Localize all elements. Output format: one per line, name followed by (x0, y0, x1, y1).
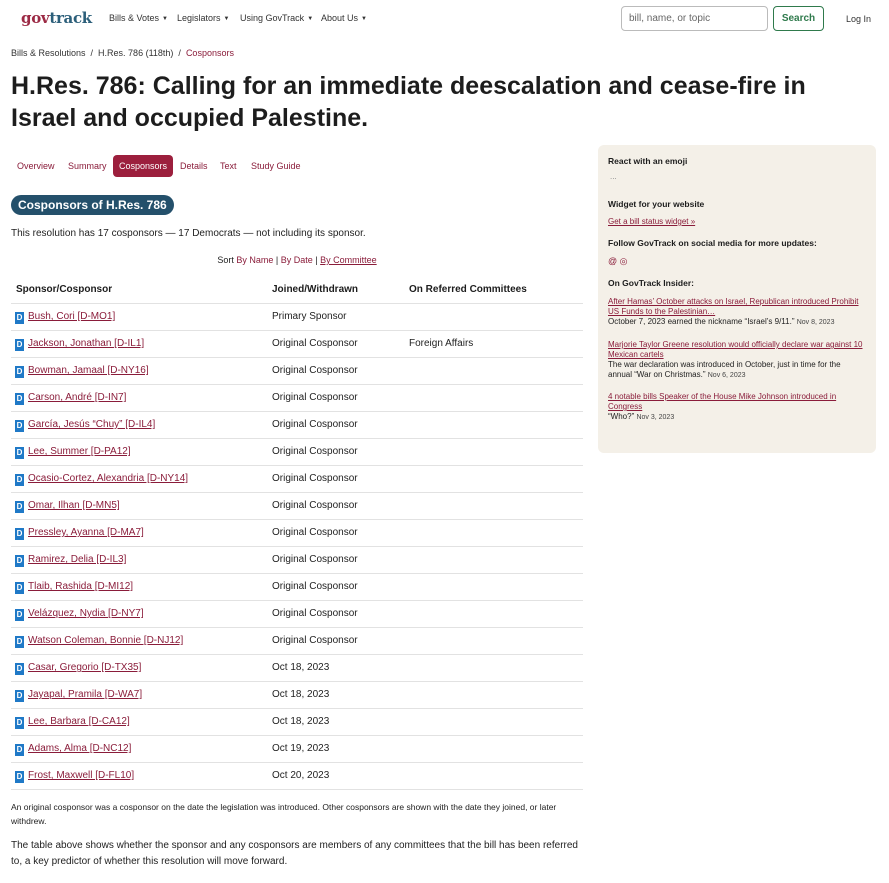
table-row (11, 627, 583, 654)
nav-label: Legislators (177, 13, 221, 23)
social-heading: Follow GovTrack on social media for more updates: (608, 238, 817, 248)
search-input[interactable] (621, 6, 768, 31)
nav-label: Using GovTrack (240, 13, 305, 23)
tab-overview[interactable]: Overview (17, 161, 55, 171)
table-bottom-border (11, 789, 583, 790)
legislator-link[interactable]: Jayapal, Pramila [D-WA7] (28, 689, 143, 700)
joined-status: Oct 20, 2023 (272, 770, 330, 781)
article-desc: The war declaration was introduced in October, just in time for the annual “War on Christmas.” (608, 360, 841, 379)
joined-status: Oct 19, 2023 (272, 743, 330, 754)
tab-details[interactable]: Details (180, 161, 208, 171)
legislator-link[interactable]: Frost, Maxwell [D-FL10] (28, 770, 135, 781)
article-desc: “Who?” (608, 412, 635, 421)
nav-about-us[interactable] (321, 13, 367, 23)
widget-link[interactable]: Get a bill status widget » (608, 217, 696, 226)
legislator-link[interactable]: Lee, Summer [D-PA12] (28, 446, 131, 457)
table-row (11, 303, 583, 330)
article-title[interactable]: After Hamas’ October attacks on Israel, Republican introduced Prohibit US Funds to the Palestinian… (608, 297, 859, 316)
table-row (11, 735, 583, 762)
party-badge: D (16, 556, 23, 565)
logo-gov-text: gov (21, 9, 50, 27)
party-badge: D (16, 421, 23, 430)
legislator-link[interactable]: Jackson, Jonathan [D-IL1] (28, 338, 145, 349)
joined-status: Original Cosponsor (272, 338, 358, 349)
sort-separator: | (275, 255, 279, 265)
sort-by-name[interactable]: By Name (236, 255, 274, 265)
joined-status: Primary Sponsor (272, 311, 347, 322)
table-row (11, 411, 583, 438)
party-badge: D (16, 583, 23, 592)
joined-status: Original Cosponsor (272, 392, 358, 403)
article-title[interactable]: Marjorie Taylor Greene resolution would officially declare war against 10 Mexican cartels (608, 340, 863, 359)
sort-by-committee[interactable]: By Committee (320, 255, 377, 265)
insider-heading: On GovTrack Insider: (608, 278, 694, 288)
tab-text[interactable]: Text (220, 161, 237, 171)
table-row (11, 330, 583, 357)
party-badge: D (16, 448, 23, 457)
legislator-link[interactable]: Bush, Cori [D-MO1] (28, 311, 116, 322)
chevron-down-icon: ▼ (307, 16, 314, 22)
sort-separator: | (315, 255, 318, 265)
legislator-link[interactable]: Carson, André [D-IN7] (28, 392, 127, 403)
referred-committee: Foreign Affairs (409, 338, 474, 349)
party-badge: D (16, 745, 23, 754)
joined-status: Original Cosponsor (272, 527, 358, 538)
tab-study-guide[interactable]: Study Guide (251, 161, 301, 171)
article-title[interactable]: 4 notable bills Speaker of the House Mike Johnson introduced in Congress (608, 392, 837, 411)
party-badge: D (16, 502, 23, 511)
table-row (11, 573, 583, 600)
joined-status: Original Cosponsor (272, 608, 358, 619)
joined-status: Original Cosponsor (272, 365, 358, 376)
cosponsor-summary: This resolution has 17 cosponsors — 17 Democrats — not including its sponsor. (11, 228, 366, 239)
article-desc: October 7, 2023 earned the nickname “Israel’s 9/11.” (608, 317, 795, 326)
legislator-link[interactable]: Ocasio-Cortez, Alexandria [D-NY14] (28, 473, 189, 484)
joined-status: Original Cosponsor (272, 635, 358, 646)
table-row (11, 519, 583, 546)
party-badge: D (16, 691, 23, 700)
table-row (11, 465, 583, 492)
party-badge: D (16, 718, 23, 727)
party-badge: D (16, 772, 23, 781)
joined-status: Original Cosponsor (272, 473, 358, 484)
tab-summary[interactable]: Summary (68, 161, 107, 171)
nav-using-govtrack[interactable] (240, 13, 313, 23)
insider-article (608, 340, 866, 381)
legislator-link[interactable]: Omar, Ilhan [D-MN5] (28, 500, 120, 511)
sort-by-date[interactable]: By Date (280, 255, 313, 265)
joined-status: Original Cosponsor (272, 419, 358, 430)
legislator-link[interactable]: Adams, Alma [D-NC12] (28, 743, 132, 754)
emoji-heading: React with an emoji (608, 156, 688, 166)
login-link[interactable]: Log In (846, 14, 872, 24)
footnote-original-cosponsor: An original cosponsor was a cosponsor on the date the legislation was introduced. Other cosponsors are shown with the date they joined, or later withdrew. (11, 802, 557, 826)
search-button[interactable]: Search (773, 6, 824, 31)
legislator-link[interactable]: Tlaib, Rashida [D-MI12] (28, 581, 134, 592)
sort-controls (0, 255, 594, 265)
logo-track-text: track (49, 9, 92, 27)
party-badge: D (16, 529, 23, 538)
emoji-reactions[interactable]: ... (610, 172, 617, 181)
table-row (11, 600, 583, 627)
breadcrumb (11, 48, 234, 58)
legislator-link[interactable]: Pressley, Ayanna [D-MA7] (28, 527, 144, 538)
table-row (11, 708, 583, 735)
breadcrumb-bill[interactable]: H.Res. 786 (118th) (98, 48, 174, 58)
nav-bills-votes[interactable] (109, 13, 168, 23)
top-navbar (0, 0, 889, 38)
sort-prefix: Sort (217, 255, 234, 265)
page-title: H.Res. 786: Calling for an immediate deescalation and cease-fire in Israel and occupied Palestine. (11, 72, 806, 132)
table-row (11, 492, 583, 519)
party-badge: D (16, 394, 23, 403)
table-row (11, 438, 583, 465)
article-date: Nov 6, 2023 (707, 372, 746, 379)
party-badge: D (16, 475, 23, 484)
widget-heading: Widget for your website (608, 199, 705, 209)
table-row (11, 546, 583, 573)
nav-label: Bills & Votes (109, 13, 160, 23)
article-date: Nov 3, 2023 (636, 414, 675, 421)
table-row (11, 681, 583, 708)
breadcrumb-bills[interactable]: Bills & Resolutions (11, 48, 86, 58)
sidebar-panel (598, 145, 876, 453)
joined-status: Original Cosponsor (272, 554, 358, 565)
party-badge: D (16, 367, 23, 376)
chevron-down-icon: ▼ (361, 16, 367, 22)
chevron-down-icon: ▼ (162, 16, 168, 22)
joined-status: Original Cosponsor (272, 446, 358, 457)
legislator-link[interactable]: García, Jesús “Chuy” [D-IL4] (28, 419, 156, 430)
party-badge: D (16, 610, 23, 619)
party-badge: D (16, 664, 23, 673)
table-row (11, 384, 583, 411)
footnote-committees: The table above shows whether the sponsor and any cosponsors are members of any committees that the bill has been referred to, a key predictor of whether this resolution will move forward. (11, 840, 578, 867)
govtrack-logo[interactable] (21, 9, 92, 27)
joined-status: Original Cosponsor (272, 500, 358, 511)
column-header-committees: On Referred Committees (409, 284, 527, 295)
legislator-link[interactable]: Bowman, Jamaal [D-NY16] (28, 365, 149, 376)
chevron-down-icon: ▼ (223, 16, 230, 22)
insider-article (608, 392, 866, 423)
nav-legislators[interactable] (177, 13, 229, 23)
insider-article (608, 297, 866, 328)
section-heading: Cosponsors of H.Res. 786 (11, 195, 174, 215)
breadcrumb-current[interactable]: Cosponsors (185, 48, 234, 58)
nav-label: About Us (321, 13, 359, 23)
table-row (11, 357, 583, 384)
party-badge: D (16, 340, 23, 349)
party-badge: D (16, 313, 23, 322)
mastodon-icon[interactable]: @ (608, 256, 618, 266)
legislator-link[interactable]: Lee, Barbara [D-CA12] (28, 716, 130, 727)
social-icons (608, 256, 628, 267)
table-row (11, 762, 583, 789)
joined-status: Original Cosponsor (272, 581, 358, 592)
breadcrumb-separator: / (178, 48, 181, 58)
article-date: Nov 8, 2023 (796, 319, 835, 326)
instagram-icon[interactable]: ◎ (619, 256, 628, 266)
joined-status: Oct 18, 2023 (272, 716, 330, 727)
column-header-joined: Joined/Withdrawn (272, 284, 359, 295)
tab-cosponsors[interactable]: Cosponsors (113, 155, 173, 177)
breadcrumb-separator: / (90, 48, 94, 58)
party-badge: D (16, 637, 23, 646)
legislator-link[interactable]: Ramirez, Delia [D-IL3] (28, 554, 127, 565)
column-header-sponsor: Sponsor/Cosponsor (16, 284, 113, 295)
legislator-link[interactable]: Casar, Gregorio [D-TX35] (28, 662, 142, 673)
legislator-link[interactable]: Watson Coleman, Bonnie [D-NJ12] (28, 635, 184, 646)
table-row (11, 654, 583, 681)
legislator-link[interactable]: Velázquez, Nydia [D-NY7] (28, 608, 144, 619)
joined-status: Oct 18, 2023 (272, 662, 330, 673)
joined-status: Oct 18, 2023 (272, 689, 330, 700)
